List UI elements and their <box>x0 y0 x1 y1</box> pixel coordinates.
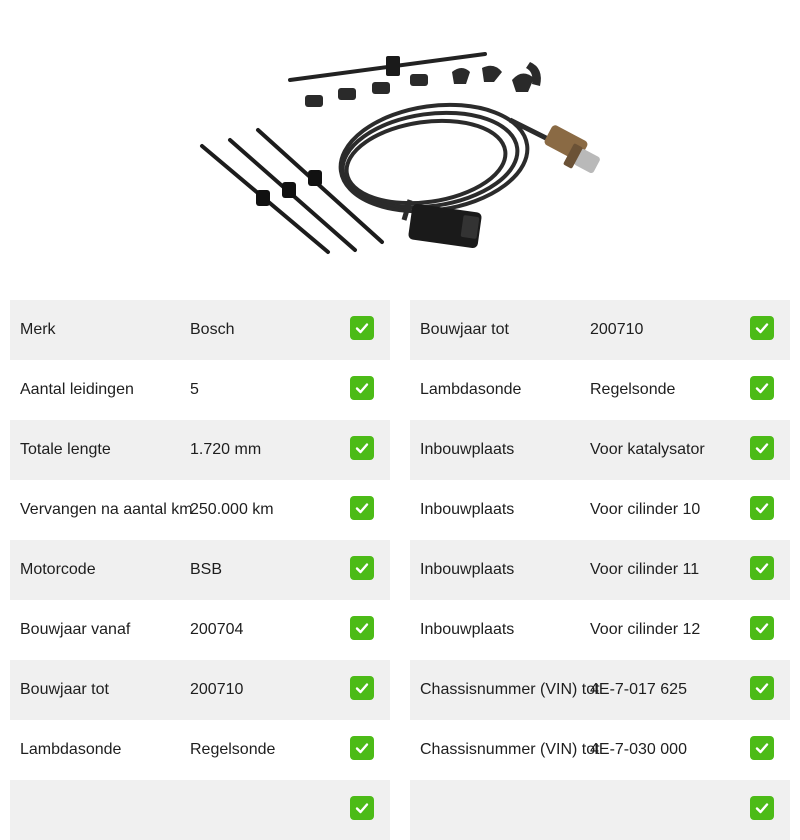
check-icon <box>750 736 774 760</box>
check-icon <box>750 436 774 460</box>
spec-value: 5 <box>190 381 199 398</box>
check-icon <box>750 556 774 580</box>
spec-value: 4E-7-030 000 <box>590 741 687 758</box>
spec-row <box>410 360 790 420</box>
spec-value: 250.000 km <box>190 501 274 518</box>
spec-label: Inbouwplaats <box>420 621 515 638</box>
spec-label: Inbouwplaats <box>420 501 515 518</box>
spec-row <box>410 600 790 660</box>
spec-row <box>410 720 790 780</box>
spec-row <box>410 420 790 480</box>
spec-label: Lambdasonde <box>420 381 522 398</box>
check-icon <box>350 496 374 520</box>
spec-label: Inbouwplaats <box>420 561 515 578</box>
check-icon <box>350 316 374 340</box>
spec-value: 200710 <box>190 681 244 698</box>
check-icon <box>350 676 374 700</box>
spec-label: Bouwjaar tot <box>420 321 509 338</box>
spec-label: Merk <box>20 321 56 338</box>
spec-row <box>10 660 390 720</box>
spec-row <box>410 540 790 600</box>
spec-table-right <box>410 300 790 840</box>
spec-row <box>10 420 390 480</box>
check-icon <box>350 736 374 760</box>
spec-label: Bouwjaar vanaf <box>20 621 131 638</box>
spec-value: Bosch <box>190 321 235 338</box>
spec-row <box>10 360 390 420</box>
spec-label: Vervangen na aantal km <box>20 501 193 518</box>
spec-value: Regelsonde <box>590 381 676 398</box>
spec-label: Bouwjaar tot <box>20 681 109 698</box>
check-icon <box>750 496 774 520</box>
sensor-cable-coil <box>334 93 535 222</box>
spec-label: Motorcode <box>20 561 96 578</box>
check-icon <box>750 616 774 640</box>
spec-row <box>10 300 390 360</box>
check-icon <box>350 616 374 640</box>
spec-row <box>410 660 790 720</box>
spec-label: Inbouwplaats <box>420 441 515 458</box>
spec-row <box>10 780 390 840</box>
spec-value: Regelsonde <box>190 741 276 758</box>
spec-label: Chassisnummer (VIN) tot <box>420 681 600 698</box>
spec-value: Voor katalysator <box>590 441 705 458</box>
spec-row <box>10 480 390 540</box>
check-icon <box>350 376 374 400</box>
spec-value: 1.720 mm <box>190 441 262 458</box>
spec-value: 200704 <box>190 621 244 638</box>
spec-value: 4E-7-017 625 <box>590 681 687 698</box>
check-icon <box>350 436 374 460</box>
spec-row <box>10 540 390 600</box>
spec-row <box>410 780 790 840</box>
spec-label: Aantal leidingen <box>20 381 134 398</box>
check-icon <box>750 376 774 400</box>
check-icon <box>350 556 374 580</box>
cable-clips <box>305 62 541 107</box>
lambda-sensor-probe <box>543 124 601 174</box>
check-icon <box>750 316 774 340</box>
spec-label: Totale lengte <box>20 441 111 458</box>
spec-row <box>410 480 790 540</box>
spec-table-left <box>10 300 390 840</box>
lambda-sensor-product-image <box>190 40 610 270</box>
spec-label: Chassisnummer (VIN) tot <box>420 741 600 758</box>
spec-value: Voor cilinder 11 <box>590 561 700 578</box>
spec-value: BSB <box>190 561 223 578</box>
spec-value: Voor cilinder 12 <box>590 621 701 638</box>
check-icon <box>750 676 774 700</box>
spec-row <box>10 600 390 660</box>
spec-label: Lambdasonde <box>20 741 122 758</box>
spec-row <box>10 720 390 780</box>
spec-value: 200710 <box>590 321 644 338</box>
spec-value: Voor cilinder 10 <box>590 501 701 518</box>
spec-row <box>410 300 790 360</box>
